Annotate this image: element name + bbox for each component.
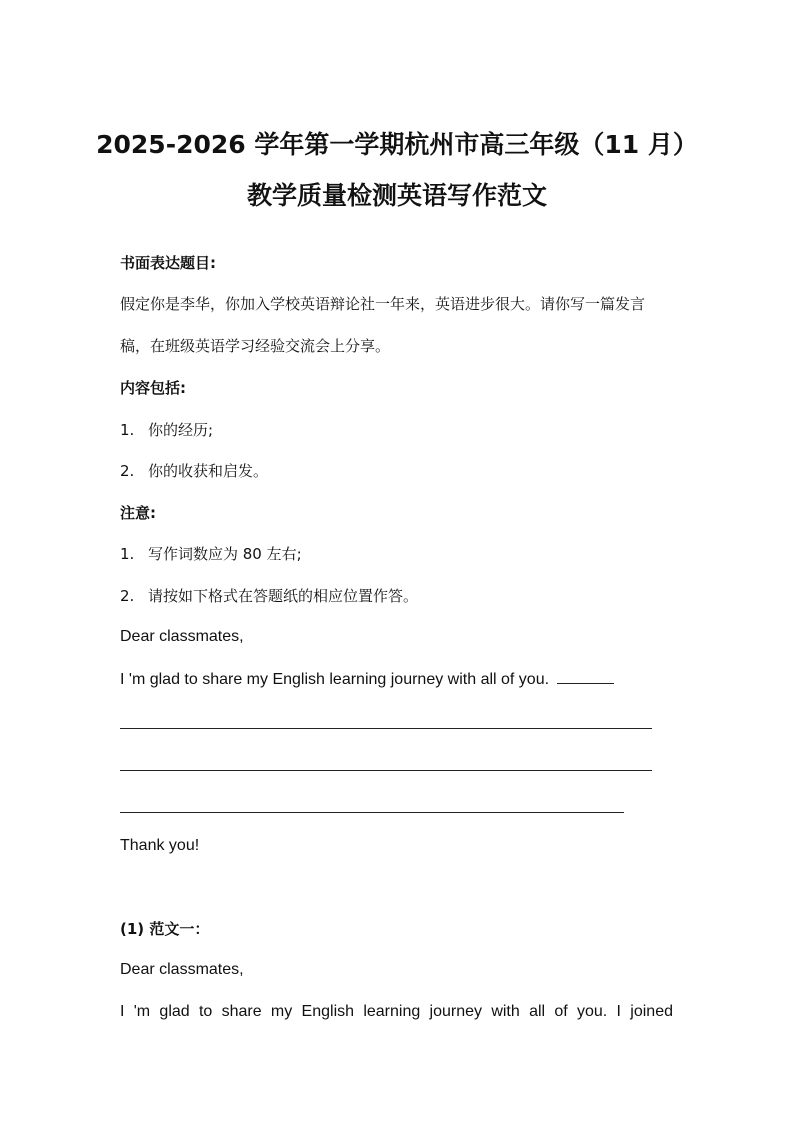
content-item-number: 1. <box>120 421 135 439</box>
notes-item-number: 1. <box>120 545 135 563</box>
template-greeting: Dear classmates, <box>120 628 244 645</box>
content-item-text: 你的经历; <box>148 421 214 439</box>
prompt-text-line2: 稿，在班级英语学习经验交流会上分享。 <box>120 337 391 355</box>
content-item-number: 2. <box>120 462 135 480</box>
notes-item-text: 请按如下格式在答题纸的相应位置作答。 <box>148 587 419 605</box>
template-opening-text: I 'm glad to share my English learning journey with all of you. <box>120 671 550 688</box>
content-heading: 内容包括: <box>120 379 186 397</box>
answer-blank-line <box>120 812 624 813</box>
sample1-opening: I 'm glad to share my English learning journey with all of you. I joined <box>120 1003 673 1020</box>
answer-blank-inline <box>557 669 614 684</box>
notes-item-text: 写作词数应为 80 左右; <box>148 545 302 563</box>
content-item-2 <box>120 461 268 481</box>
answer-blank-line <box>120 728 652 729</box>
sample1-heading: (1) 范文一： <box>120 920 210 938</box>
notes-item-number: 2. <box>120 587 135 605</box>
template-closing: Thank you! <box>120 837 200 854</box>
prompt-heading: 书面表达题目: <box>120 254 216 272</box>
prompt-text-line1: 假定你是李华，你加入学校英语辩论社一年来，英语进步很大。请你写一篇发言 <box>120 295 646 313</box>
content-item-1 <box>120 420 213 440</box>
notes-item-1 <box>120 544 302 564</box>
notes-heading: 注意: <box>120 504 156 522</box>
answer-blank-line <box>120 770 652 771</box>
content-item-text: 你的收获和启发。 <box>148 462 269 480</box>
document-title-line1: 2025-2026 学年第一学期杭州市高三年级（11 月） <box>96 130 698 159</box>
sample1-greeting: Dear classmates, <box>120 961 244 978</box>
document-title-line2: 教学质量检测英语写作范文 <box>246 181 547 210</box>
template-opening <box>120 669 614 690</box>
notes-item-2 <box>120 586 418 606</box>
